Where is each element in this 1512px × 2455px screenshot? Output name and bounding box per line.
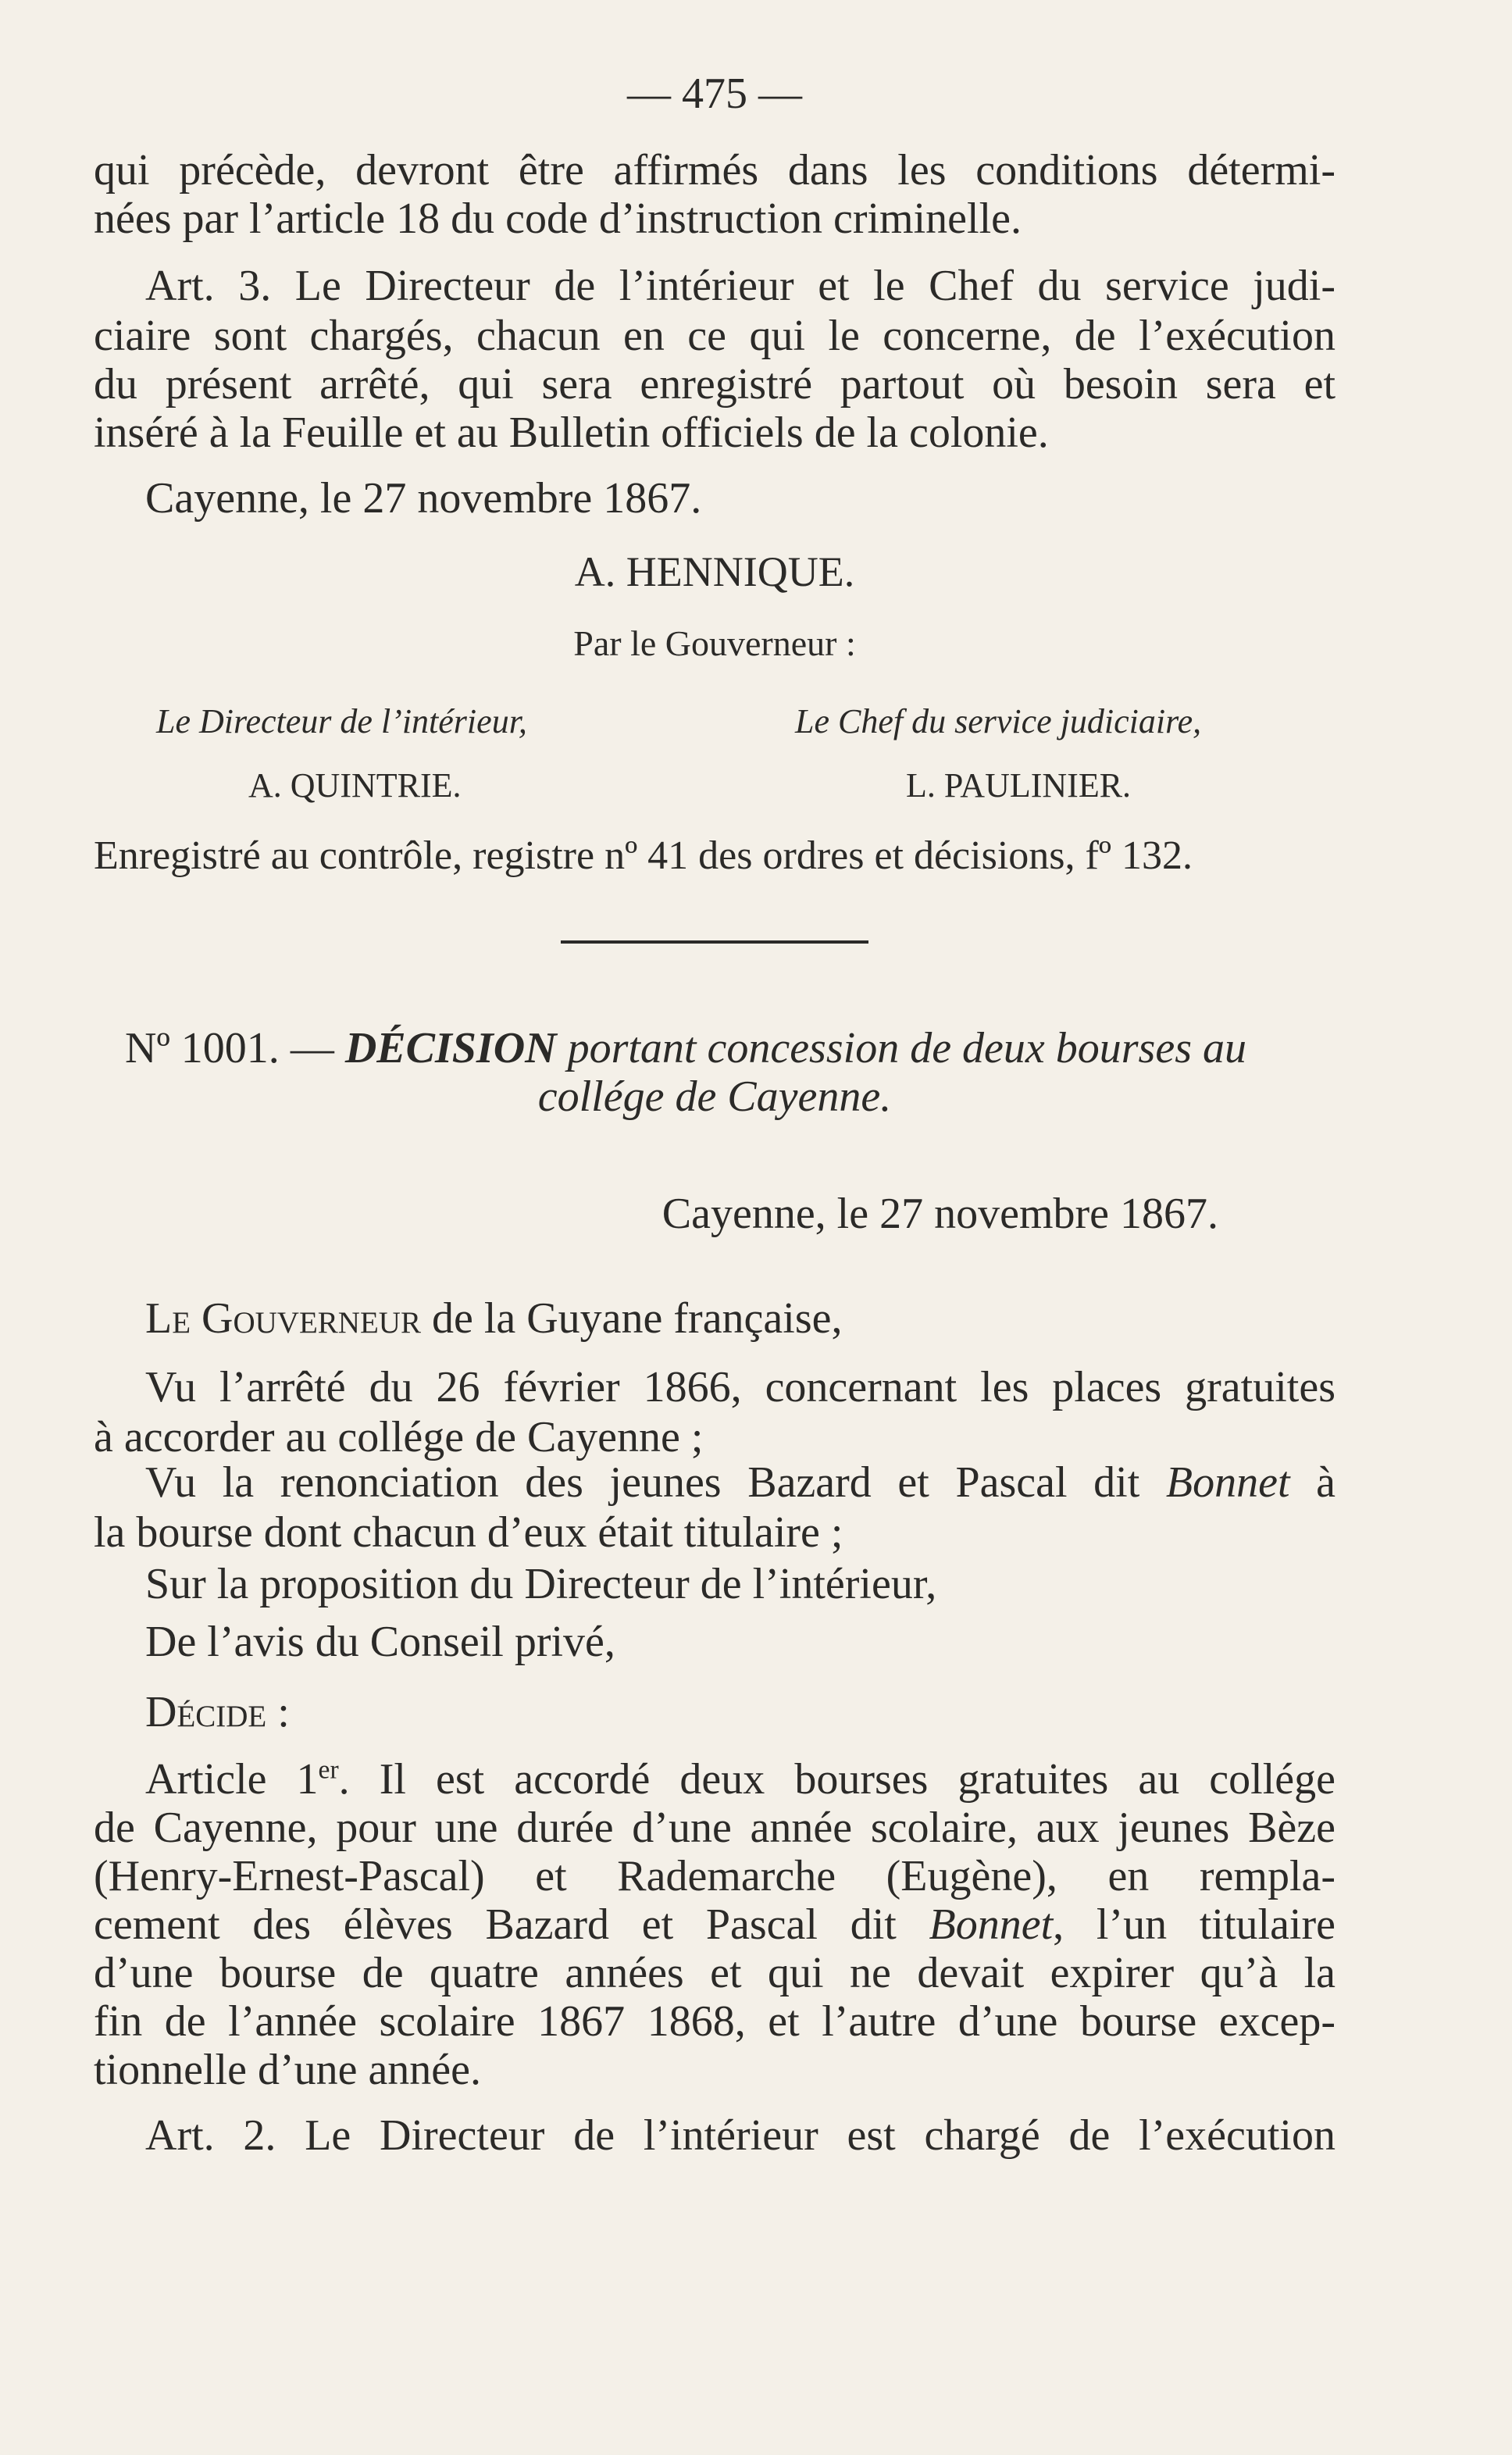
text-line: De l’avis du Conseil privé, <box>145 1618 615 1666</box>
text-line: qui précède, devront être affirmés dans les conditions détermi- <box>94 146 1335 194</box>
text-line: fin de l’année scolaire 1867 1868, et l’autre d’une bourse excep- <box>94 1997 1335 2046</box>
governor-intro: Le Gouverneur de la Guyane française, <box>145 1294 843 1343</box>
separator-rule <box>561 940 868 944</box>
interior-director-title: Le Directeur de l’intérieur, <box>156 702 527 740</box>
decide-heading: Décide : <box>145 1688 290 1736</box>
article-3-line: Art. 3. Le Directeur de l’intérieur et le Chef du service judi- <box>145 262 1335 310</box>
article-2-line: Art. 2. Le Directeur de l’intérieur est chargé de l’exécution <box>145 2111 1335 2160</box>
date-line: Cayenne, le 27 novembre 1867. <box>145 474 702 523</box>
judicial-chief-title: Le Chef du service judiciaire, <box>795 702 1202 740</box>
interior-director-name: A. QUINTRIE. <box>248 766 462 805</box>
text-line: (Henry-Ernest-Pascal) et Rademarche (Eugène), en rempla- <box>94 1852 1335 1900</box>
text-line: à accorder au collége de Cayenne ; <box>94 1413 704 1461</box>
decision-word: DÉCISION <box>344 1024 557 1072</box>
judicial-chief-name: L. PAULINIER. <box>906 766 1132 805</box>
article-1-line: Article 1er. Il est accordé deux bourses gratuites au collége <box>145 1755 1335 1804</box>
text-line: du présent arrêté, qui sera enregistré partout où besoin sera et <box>94 360 1335 409</box>
decision-title-line-2: collége de Cayenne. <box>537 1072 892 1121</box>
decision-title: portant concession de deux bourses au <box>567 1024 1246 1072</box>
text-line: nées par l’article 18 du code d’instruction criminelle. <box>94 194 1022 243</box>
decision-date: Cayenne, le 27 novembre 1867. <box>662 1190 1218 1238</box>
governor-signature: A. HENNIQUE. <box>574 548 855 595</box>
text-line: Vu la renonciation des jeunes Bazard et Pascal dit Bonnet à <box>145 1458 1335 1507</box>
page-number: — 475 — <box>627 70 802 118</box>
decision-heading: Nº 1001. — DÉCISION portant concession de deux bourses au <box>125 1024 1246 1072</box>
by-governor-label: Par le Gouverneur : <box>573 623 856 663</box>
text-line: de Cayenne, pour une durée d’une année scolaire, aux jeunes Bèze <box>94 1804 1335 1852</box>
text-line: tionnelle d’une année. <box>94 2046 482 2094</box>
decision-number: Nº 1001. <box>125 1024 280 1072</box>
text-line: la bourse dont chacun d’eux était titulaire ; <box>94 1508 843 1557</box>
registration-note: Enregistré au contrôle, registre nº 41 des ordres et décisions, fº 132. <box>94 833 1193 878</box>
text-line: d’une bourse de quatre années et qui ne devait expirer qu’à la <box>94 1949 1335 1997</box>
text-line: Vu l’arrêté du 26 février 1866, concernant les places gratuites <box>145 1363 1335 1411</box>
text-line: Sur la proposition du Directeur de l’intérieur, <box>145 1560 937 1608</box>
text-line: cement des élèves Bazard et Pascal dit Bonnet, l’un titulaire <box>94 1900 1335 1949</box>
text-line: inséré à la Feuille et au Bulletin officiels de la colonie. <box>94 409 1049 457</box>
text-line: ciaire sont chargés, chacun en ce qui le concerne, de l’exécution <box>94 312 1335 360</box>
